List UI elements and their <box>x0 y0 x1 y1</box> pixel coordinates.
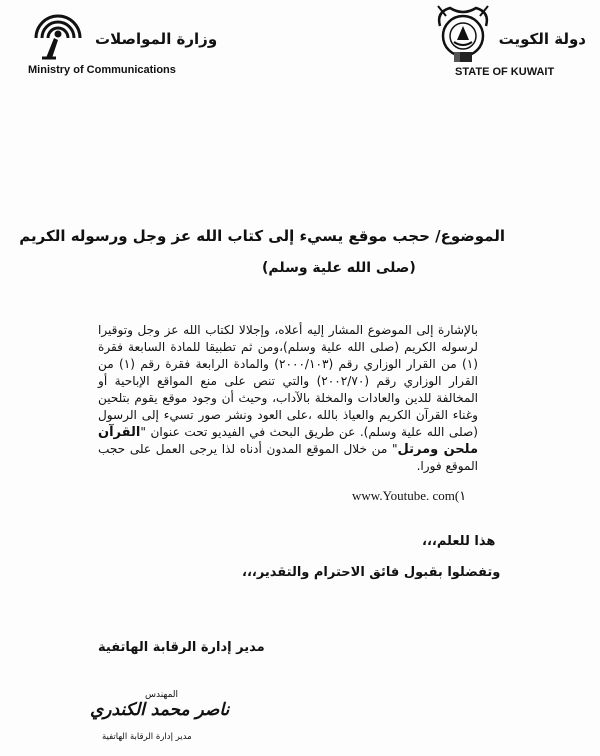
kuwait-emblem-icon <box>430 2 496 66</box>
closing-for-info: هذا للعلم،،، <box>422 534 496 549</box>
signatory-department: مدير إدارة الرقابة الهاتفية <box>102 732 192 742</box>
state-name-english: STATE OF KUWAIT <box>455 66 555 78</box>
signatory-name: ناصر محمد الكندري <box>90 700 230 720</box>
subject-line: الموضوع/ حجب موقع يسيء إلى كتاب الله عز وجل ورسوله الكريم <box>19 227 505 245</box>
satellite-dish-icon <box>30 4 86 60</box>
ministry-name-arabic: وزارة المواصلات <box>95 30 218 48</box>
body-text-part1: بالإشارة إلى الموضوع المشار إليه أعلاه، وإجلالا لكتاب الله عز وجل وتوقيرا لرسوله الكريم (صلى الله علية وسلم)،ومن ثم تطبيقا للمادة السابعة فقرة (١) من القرار الوزاري رقم (٢٠٠٠/١٠٣) والمادة الرابعة فقرة رقم (١) من القرار الوزاري رقم (٢٠٠٢/٧٠) والتي تنص على منع المواقع الإباحية أو المخالفة للدين والعادات والمخلة بالآداب، وحيث أن وجود موقع يقوم بتلحين وغناء القرآن الكريم والعياذ بالله ،على العود ونشر صور تسيء إلى الرسول (صلى الله علية وسلم). عن طريق البحث في الفيديو تحت عنوان " <box>98 323 478 439</box>
subject-line-2: (صلى الله علية وسلم) <box>262 260 416 276</box>
state-name-arabic: دولة الكويت <box>498 30 586 48</box>
website-url: www.Youtube. com(١ <box>352 488 467 503</box>
engineer-prefix: المهندس <box>145 690 179 700</box>
signature <box>90 700 230 750</box>
video-title-highlight: القرآن ملحن ومرتل <box>98 425 478 457</box>
closing-regards: وتفضلوا بقبول فائق الاحترام والتقدير،،، <box>242 565 501 580</box>
body-text-part2: " من خلال الموقع المدون أدناه لذا يرجى العمل على حجب الموقع فورا. <box>98 442 478 473</box>
ministry-name-english: Ministry of Communications <box>28 64 176 76</box>
letter-body <box>98 322 478 475</box>
signatory-title: مدير إدارة الرقابة الهاتفية <box>98 640 265 655</box>
